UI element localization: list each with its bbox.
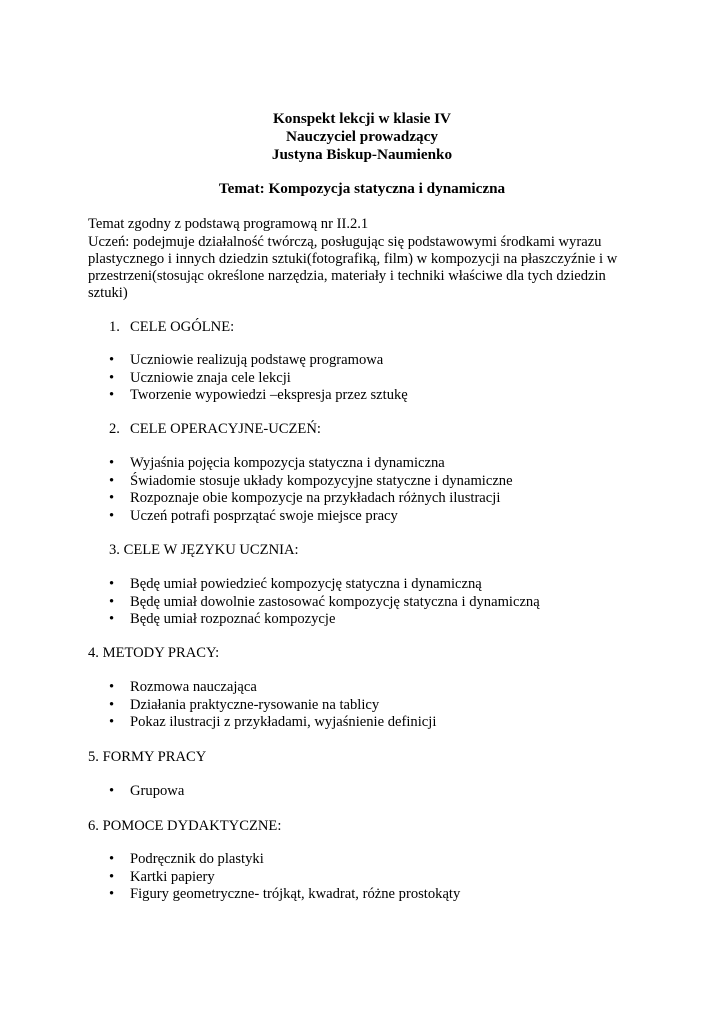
intro-line: sztuki) — [88, 285, 128, 301]
bullet-icon: • — [109, 611, 115, 627]
bullet-icon: • — [109, 455, 115, 471]
intro-line: przestrzeni(stosując określone narzędzia, materiały i techniki właściwe dla tych dziedzin — [88, 268, 606, 284]
section-number: 1. — [109, 319, 120, 335]
bullet-icon: • — [109, 473, 115, 489]
bullet-icon: • — [109, 370, 115, 386]
bullet-icon: • — [109, 851, 115, 867]
bullet-icon: • — [109, 576, 115, 592]
intro-line: plastycznego i innych dziedzin sztuki(fotografiką, film) w kompozycji na płaszczyźnie i w — [88, 251, 618, 267]
intro-line: Temat zgodny z podstawą programową nr II.2.1 — [88, 216, 369, 232]
section-heading: 3. CELE W JĘZYKU UCZNIA: — [109, 542, 299, 558]
bullet-icon: • — [109, 352, 115, 368]
bullet-icon: • — [109, 886, 115, 902]
bullet-icon: • — [109, 387, 115, 403]
bullet-icon: • — [109, 697, 115, 713]
bullet-icon: • — [109, 508, 115, 524]
doc-title: Konspekt lekcji w klasie IV — [272, 110, 452, 127]
document-page: Konspekt lekcji w klasie IV Nauczyciel prowadzący Justyna Biskup-Naumienko Temat: Kompozycja statyczna i dynamiczna Temat zgodny z podstawą programową nr II.2.1 Uczeń: podejmuje działalność twórczą, posługując się podstawowymi środkami wyrazu plastycznego i innych dziedzin sztuki(fotografiką, film) w kompozycji na płaszczyźnie i w przestrzeni(stosując określone narzędzia, materiały i techniki właściwe dla tych dziedzin sztuki) 1. CELE OGÓLNE: • Uczniowie realizują podstawę programowa • Uczniowie znaja cele lekcji • Tworzenie wypowiedzi –ekspresja przez sztukę 2. CELE OPERACYJNE-UCZEŃ: • Wyjaśnia pojęcia kompozycja statyczna i dynamiczna • Świadomie stosuje układy kompozycyjne statyczne i dynamiczne • Rozpoznaje obie kompozycje na przykładach różnych ilustracji • Uczeń potrafi posprzątać swoje miejsce pracy 3. CELE W JĘZYKU UCZNIA: • Będę umiał powiedzieć kompozycję statyczna i dynamiczną • Będę umiał dowolnie zastosować kompozycję statyczna i dynamiczną • Będę umiał rozpoznać kompozycje 4. METODY PRACY: • Rozmowa nauczająca • Działania praktyczne-rysowanie na tablicy • Pokaz ilustracji z przykładami, wyjaśnienie definicji 5. FORMY PRACY • Grupowa 6. POMOCE DYDAKTYCZNE: • Podręcznik do plastyki • Kartki papiery • Figury geometryczne- trójkąt, kwadrat, różne prostokąty — [0, 0, 724, 1024]
section-heading: CELE OGÓLNE: — [130, 319, 235, 335]
intro-line: Uczeń: podejmuje działalność twórczą, posługując się podstawowymi środkami wyrazu — [88, 234, 602, 250]
section-heading: 6. POMOCE DYDAKTYCZNE: — [88, 818, 282, 834]
section-heading: 5. FORMY PRACY — [88, 749, 207, 765]
doc-teacher-label: Nauczyciel prowadzący — [286, 128, 438, 145]
bullet-icon: • — [109, 679, 115, 695]
section-heading: 4. METODY PRACY: — [88, 645, 220, 661]
doc-teacher-name: Justyna Biskup-Naumienko — [271, 146, 453, 163]
bullet-icon: • — [109, 714, 115, 730]
bullet-icon: • — [109, 490, 115, 506]
section-heading: CELE OPERACYJNE-UCZEŃ: — [130, 421, 321, 437]
bullet-icon: • — [109, 783, 115, 799]
bullet-icon: • — [109, 594, 115, 610]
bullet-icon: • — [109, 869, 115, 885]
doc-topic: Temat: Kompozycja statyczna i dynamiczna — [218, 180, 506, 197]
section-number: 2. — [109, 421, 120, 437]
